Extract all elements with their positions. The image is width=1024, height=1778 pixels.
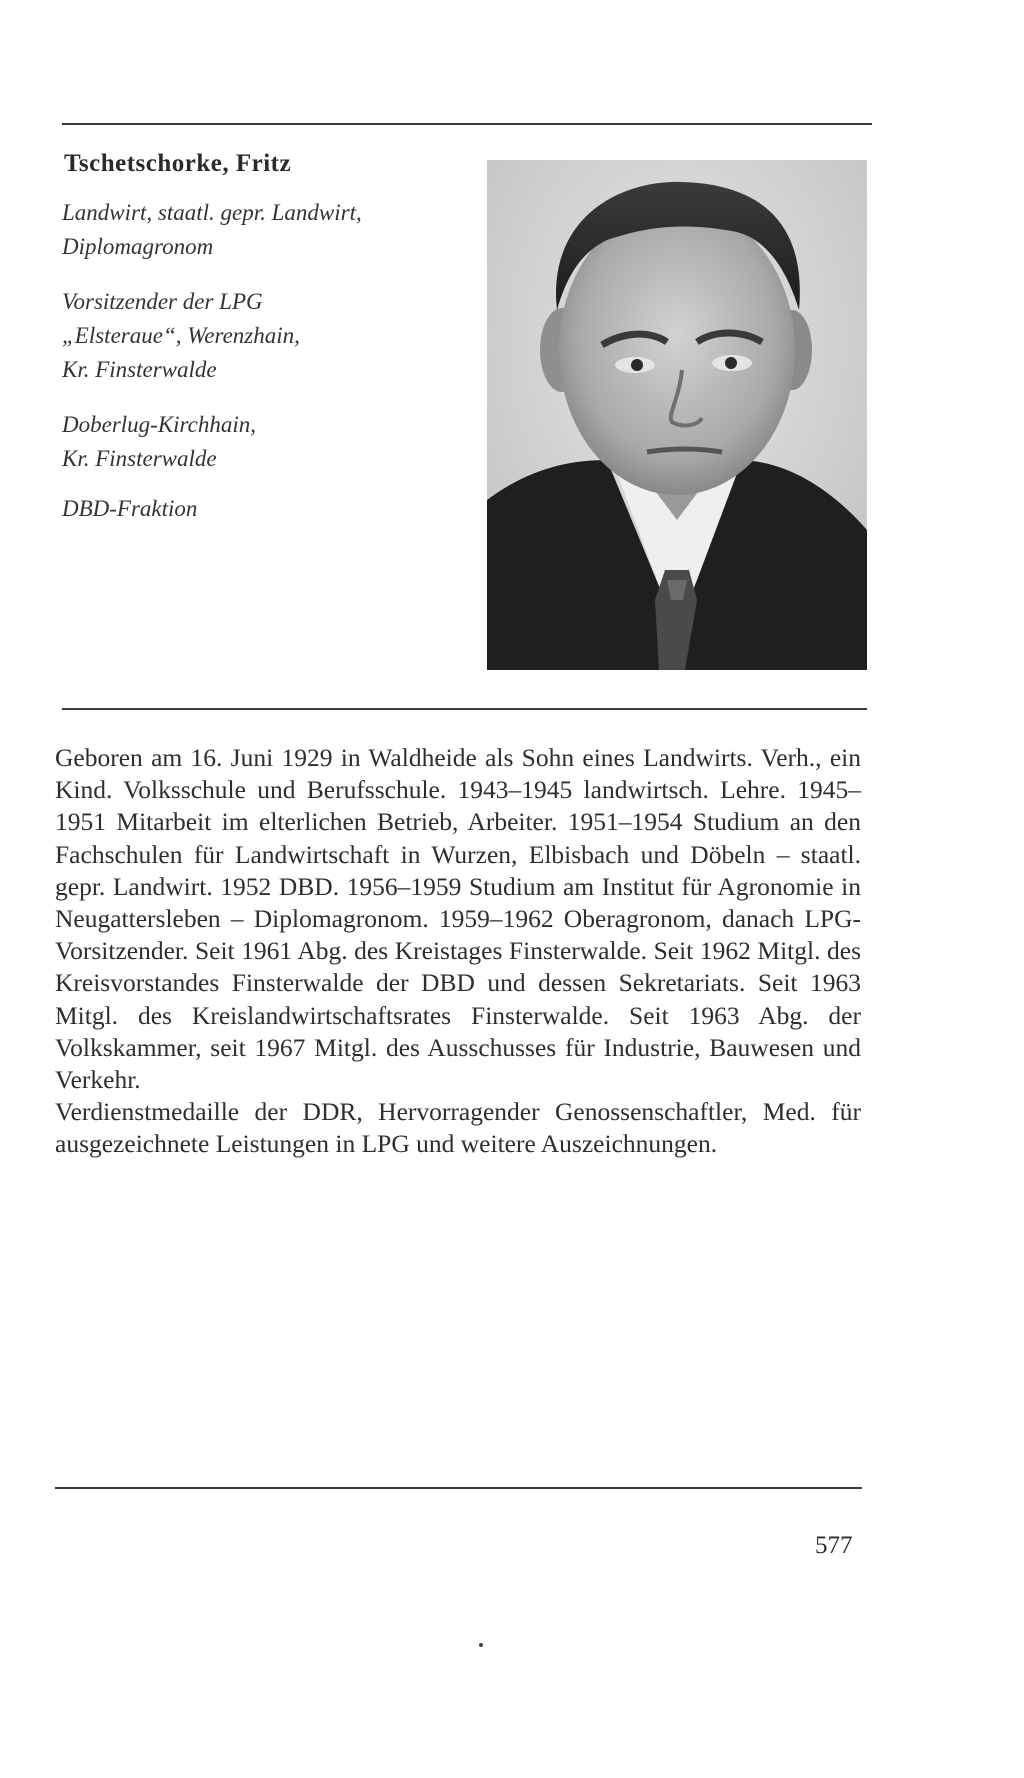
biography [55,742,861,1161]
profession [62,196,462,264]
awards-text: Verdienstmedaille der DDR, Hervorragender Genossenschaftler, Med. für ausgezeichnete Leistungen in LPG und weitere Auszeichnungen. [55,1097,861,1159]
residence-line: Kr. Finsterwalde [62,446,217,471]
page-number: 577 [815,1532,853,1559]
biography-text: Geboren am 16. Juni 1929 in Waldheide als Sohn eines Landwirts. Verh., ein Kind. Volksschule und Berufsschule. 1943–1945 landwirtsch. Lehre. 1945–1951 Mitarbeit im elterlichen Betrieb, Arbeiter. 1951–1954 Studium an den Fachschulen für Landwirtschaft in Wurzen, Elbisbach und Döbeln – staatl. gepr. Landwirt. 1952 DBD. 1956–1959 Studium am Institut für Agronomie in Neugattersleben – Diplomagronom. 1959–1962 Oberagronom, danach LPG-Vorsitzender. Seit 1961 Abg. des Kreistages Finsterwalde. Seit 1962 Mitgl. des Kreisvorstandes Finsterwalde der DBD und dessen Sekretariats. Seit 1963 Mitgl. des Kreislandwirtschaftsrates Finsterwalde. Seit 1963 Abg. der Volkskammer, seit 1967 Mitgl. des Ausschusses für Industrie, Bauwesen und Verkehr. [55,743,861,1095]
bottom-rule [55,1487,862,1489]
position-line: Kr. Finsterwalde [62,357,217,382]
entry-name: Tschetschorke, Fritz [64,150,292,177]
position [62,285,462,387]
position-line: Vorsitzender der LPG [62,289,263,314]
faction: DBD-Fraktion [62,496,198,521]
top-rule [62,123,872,125]
portrait-photo [487,160,867,670]
profession-line: Diplomagronom [62,234,214,259]
residence-line: Doberlug-Kirchhain, [62,412,256,437]
print-dot [479,1643,483,1647]
middle-rule [62,708,867,710]
residence [62,408,462,476]
position-line: „Elsteraue“, Werenzhain, [62,323,300,348]
profession-line: Landwirt, staatl. gepr. Landwirt, [62,200,362,225]
